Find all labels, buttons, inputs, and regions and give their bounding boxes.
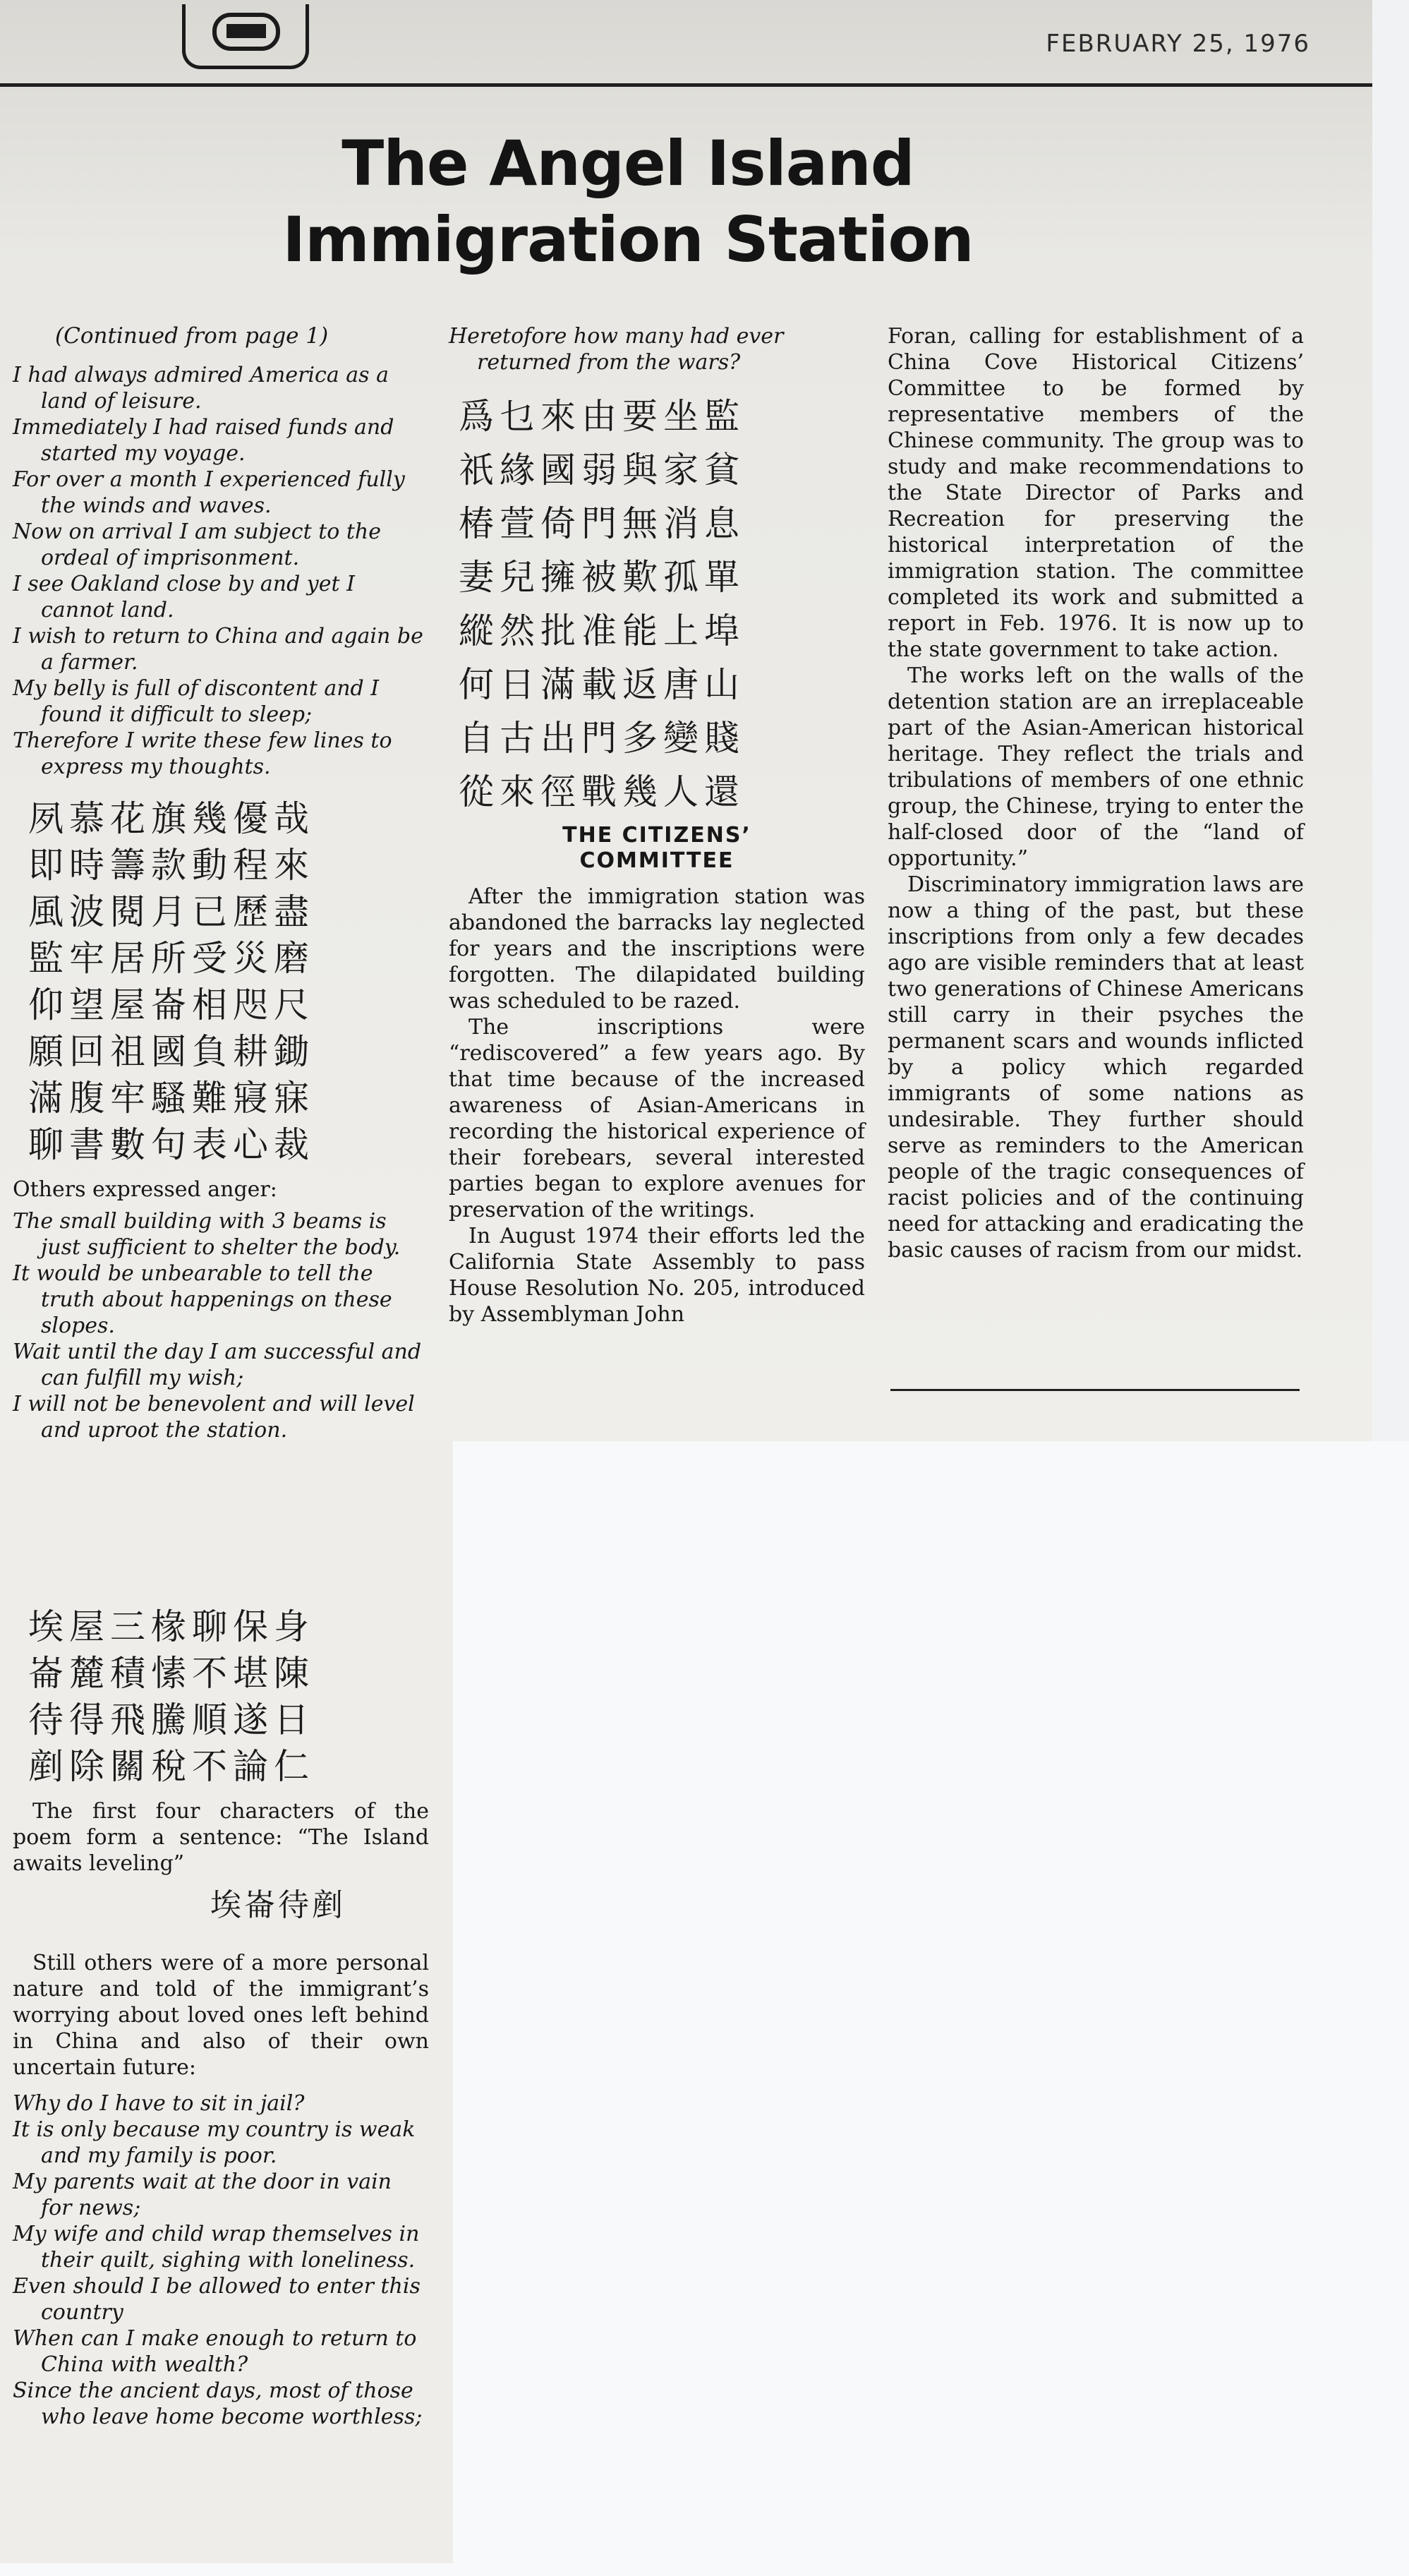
poem-1-english [13,362,429,780]
poem-line: I had always admired America as a land of leisure. [13,363,389,414]
article-paragraph: The works left on the walls of the detention station are an irreplaceable part of the Asian-American historical heritage. They reflect the trials and tribulations of members of one ethnic group, the Chinese, trying to enter the half-closed door of the “land of opportunity.” [888,663,1304,871]
chinese-line: 縱然批准能上埠 [459,610,745,651]
headline [0,126,1256,278]
column-3 [888,323,1304,1263]
column-1 [13,323,429,1443]
headline-line-1: The Angel Island [341,127,914,200]
article-end-rule [890,1389,1300,1391]
newspaper-logo-icon [182,4,309,69]
article-paragraph: The inscriptions were “rediscovered” a few years ago. By that time because of the increased awareness of Asian-Americans in recording the historical experience of their forebears, several interested parties began to explore avenues for preservation of the writings. [449,1015,865,1222]
anger-intro: Others expressed anger: [13,1177,277,1202]
chinese-line: 埃屋三椽聊保身 [28,1606,315,1647]
poem-line: It is only because my country is weak and my family is poor. [13,2117,416,2168]
still-others-paragraph: Still others were of a more personal nature and told of the immigrant’s worrying about loved ones left behind in China and also of their own uncertain future: [13,1951,429,2080]
chinese-line: 崙麓積愫不堪陳 [28,1653,315,1694]
poem-line: Why do I have to sit in jail? [13,2091,305,2116]
poem-line: When can I make enough to return to China with wealth? [13,2326,417,2377]
poem-line: My belly is full of discontent and I found it difficult to sleep; [13,676,380,727]
chinese-line: 剷除關稅不論仁 [28,1746,315,1787]
island-awaits-chinese: 埃崙待剷 [210,1887,346,1923]
headline-line-2: Immigration Station [282,203,974,276]
chinese-line: 願回祖國負耕鋤 [28,1031,315,1072]
poem-line: Immediately I had raised funds and started my voyage. [13,415,394,466]
chinese-line: 自古出門多變賤 [459,718,745,759]
poem-line: The small building with 3 beams is just sufficient to shelter the body. [13,1209,401,1260]
chinese-line: 監牢居所受災磨 [28,938,315,979]
poem-2-english [13,1208,429,1443]
poem-line: It would be unbearable to tell the truth about happenings on these slopes. [13,1261,392,1338]
poem-line: Wait until the day I am successful and can fulfill my wish; [13,1340,422,1390]
poem-line: Therefore I write these few lines to express my thoughts. [13,728,392,779]
poem-line: I see Oakland close by and yet I cannot land. [13,572,355,622]
chinese-line: 何日滿載返唐山 [459,664,745,705]
poem-line: My parents wait at the door in vain for news; [13,2169,392,2220]
chinese-line: 妻兒擁被歎孤單 [459,557,745,598]
poem-3-english [13,2090,429,2430]
chinese-line: 椿萱倚門無消息 [459,503,745,544]
poem-line: For over a month I experienced fully the winds and waves. [13,467,405,518]
poem-3-english-end [449,323,865,375]
poem-line: Since the ancient days, most of those who leave home become worthless; [13,2378,423,2429]
poem-3-chinese [459,390,865,819]
chinese-line: 爲乜來由要坐監 [459,396,745,437]
masthead-rule [0,83,1372,87]
article-paragraph: After the immigration station was abandoned the barracks lay neglected for years and the inscriptions were forgotten. The dilapidated building was scheduled to be razed. [449,884,865,1013]
chinese-line: 夙慕花旗幾優哉 [28,798,315,839]
column-2 [449,323,865,1328]
poem-line: My wife and child wrap themselves in their quilt, sighing with loneliness. [13,2222,420,2273]
chinese-line: 仰望屋崙相咫尺 [28,985,315,1025]
first-four-paragraph: The first four characters of the poem form a sentence: “The Island awaits leveling” [13,1799,429,1876]
subhead-line: THE CITIZENS’ [562,823,751,848]
dateline: FEBRUARY 25, 1976 [1046,30,1310,58]
subhead-line: COMMITTEE [579,848,734,873]
poem-1-chinese [28,795,429,1168]
article-paragraph: Foran, calling for establishment of a China Cove Historical Citizens’ Committee to be formed by representative members of the Chinese community. The group was to study and make recommendations to the State Director of Parks and Recreation for preserving the historical interpretation of the immigration station. The committee completed its work and submitted a report in Feb. 1976. It is now up to the state government to take action. [888,324,1304,662]
column-1-continued [13,1603,429,2430]
chinese-line: 待得飛騰順遂日 [28,1699,315,1740]
chinese-line: 即時籌款動程來 [28,845,315,886]
clipping-shadow [1372,0,1409,1441]
poem-line: Now on arrival I am subject to the ordeal of imprisonment. [13,519,381,570]
article-paragraph: In August 1974 their efforts led the California State Assembly to pass House Resolution No. 205, introduced by Assemblyman John [449,1224,865,1327]
citizens-committee-subhead [449,823,865,874]
poem-line: Heretofore how many had ever returned from the wars? [449,324,784,375]
poem-line: Even should I be allowed to enter this country [13,2274,421,2325]
poem-2-chinese [28,1603,429,1790]
chinese-line: 祇緣國弱與家貧 [459,450,745,490]
poem-line: I will not be benevolent and will level and uproot the station. [13,1392,415,1443]
article-paragraph: Discriminatory immigration laws are now a thing of the past, but these inscriptions from only a few decades ago are visible reminders that at least two generations of Chinese Americans still carry in their psyches the permanent scars and wounds inflicted by a policy which regarded immigrants of some nations as undesirable. They further should serve as reminders to the American people of the tragic consequences of racist policies and of the continuing need for attacking and eradicating the basic causes of racism from our midst. [888,872,1304,1263]
chinese-line: 滿腹牢騷難寢寐 [28,1078,315,1119]
continued-note: (Continued from page 1) [55,323,329,349]
poem-line: I wish to return to China and again be a farmer. [13,624,423,675]
chinese-line: 風波閱月已歷盡 [28,891,315,932]
chinese-line: 從來徑戰幾人還 [459,771,745,812]
chinese-line: 聊書數句表心裁 [28,1124,315,1165]
